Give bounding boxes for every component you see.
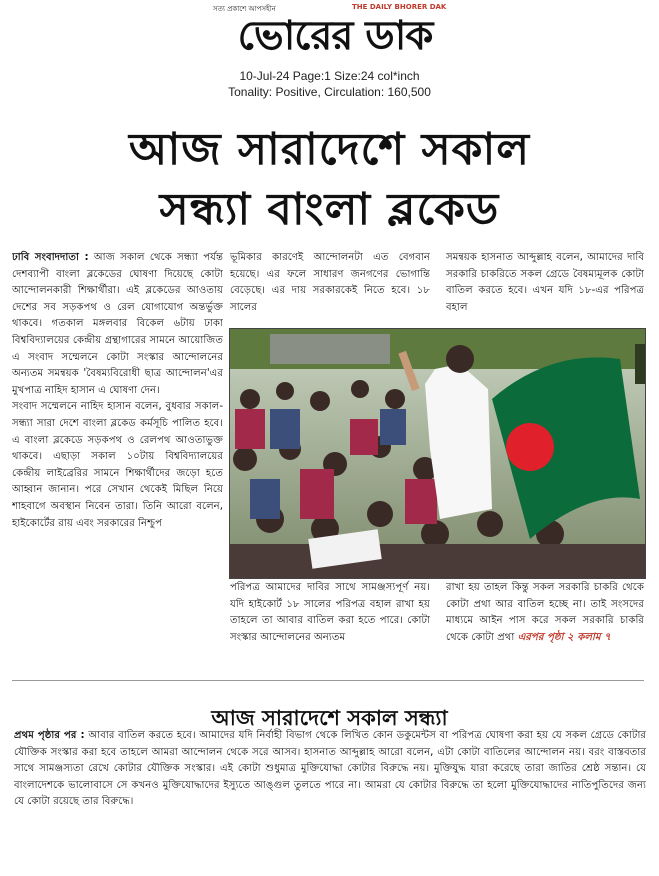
article-column-1 bbox=[12, 250, 223, 670]
continued-jump-line: এরপর পৃষ্ঠা ২ কলাম ৭ bbox=[517, 631, 611, 643]
article-paragraph: পরিপত্র আমাদের দাবির সাথে সামঞ্জস্যপূর্ণ নয়। যদি হাইকোর্ট ১৮ সালের পরিপত্র বহাল রাখা হয় তাহলে তা আবার বাতিল করা হতে পারে। কোটা সংস্কার আন্দোলনের অন্যতম bbox=[230, 582, 430, 643]
article-column-3-bottom bbox=[446, 580, 644, 670]
masthead-tagline: সত্য প্রকাশে আপসহীন bbox=[213, 5, 276, 13]
section-divider bbox=[12, 680, 644, 681]
dateline: ঢাবি সংবাদদাতা : bbox=[12, 252, 89, 263]
article-column-3-top bbox=[446, 250, 644, 322]
continuation-text: আবার বাতিল করতে হবে। আমাদের যদি নির্বাহী বিভাগ থেকে লিখিত কোন ডকুমেন্টস বা পরিপত্র ঘোষণা করা হয় যে সকল গ্রেডে কোটার যৌক্তিক সংস্কার করা হবে তাহলে আমরা আন্দোলন থেকে সরে আসব। হাসনাত আব্দুল্লাহ আরো বলেন, এটা কোটা বাতিলের আন্দোলন নয়। বরং বাস্তবতার সাথে সামঞ্জস্যতা রেখে কোটার যৌক্তিক সংস্কার। এই কোটা শুধুমাত্র মুক্তিযোদ্ধা কোটার বিরুদ্ধে নয়। মুক্তিযুদ্ধ যারা করেছে তারা জাতির শ্রেষ্ঠ সন্তান। যে বাংলাদেশকে ভালোবাসে সে কখনও মুক্তিযোদ্ধাদের ইস্যুতে আঙ্গুল তুলতে পারে না। আমরা যে কোটার বিরুদ্ধে তা হলো মুক্তিযোদ্ধাদের নাতিপুতিদের জন্য যে কোটা রয়েছে তার বিরুদ্ধে। bbox=[14, 730, 646, 808]
continuation-body bbox=[14, 728, 646, 811]
article-paragraph: সংবাদ সম্মেলনে নাহিদ হাসান বলেন, বুধবার সকাল-সন্ধ্যা সারা দেশে বাংলা ব্লকেড কর্মসূচি পালিত হবে। এ বাংলা ব্লকেডে সড়কপথ ও রেলপথ আওতাভুক্ত থাকবে। এছাড়া সকাল ১০টায় বিশ্ববিদ্যালয়ের কেন্দ্রীয় লাইব্রেরির সামনে শিক্ষার্থীদের জড়ো হতে আহ্বান জানান। পরে সেখান থেকেই মিছিল নিয়ে শাহবাগে অবস্থান নিবেন তারা। তিনি আরো বলেন, হাইকোর্টের রায় এবং সরকারের নিশ্চুপ bbox=[12, 401, 223, 529]
article-column-2-top bbox=[230, 250, 430, 322]
protest-photo bbox=[229, 328, 646, 579]
article-paragraph: ভূমিকার কারণেই আন্দোলনটা এত বেগবান হয়েছে। এর ফলে সাধারণ জনগণের ভোগান্তি বেড়েছে। এর দায় সরকারকেই নিতে হবে। ১৮ সালের bbox=[230, 252, 430, 313]
newspaper-masthead: ভোরের ডাক bbox=[237, 11, 433, 59]
masthead-english-name: THE DAILY BHORER DAK bbox=[352, 3, 447, 11]
flag-red-disc bbox=[506, 423, 554, 471]
continuation-heading: আজ সারাদেশে সকাল সন্ধ্যা bbox=[211, 706, 448, 730]
article-paragraph: আজ সকাল থেকে সন্ধ্যা পর্যন্ত দেশব্যাপী বাংলা ব্লকেডের ঘোষণা দিয়েছে কোটা আন্দোলনকারী শিক্ষার্থীরা। এই ব্লকেডের আওতায় দেশের সব সড়কপথ ও রেল যোগাযোগ অন্তর্ভুক্ত থাকবে। গতকাল মঙ্গলবার বিকেল ৬টায় ঢাকা বিশ্ববিদ্যালয়ের কেন্দ্রীয় গ্রন্থাগারের সামনে আয়োজিত এ সংবাদ সম্মেলনে কোটা সংস্কার আন্দোলনের অন্যতম সমন্বয়ক 'বৈষম্যবিরোধী ছাত্র আন্দোলন'এর মুখপাত্র নাহিদ হাসান এ ঘোষণা দেন। bbox=[12, 252, 223, 396]
article-paragraph: রাখা হয় তাহল কিন্তু সকল সরকারি চাকরি থেকে কোটা প্রথা আর বাতিল হচ্ছে না। তাই সংসদের মাধ্যমে আইন পাস করে সকল সরকারি চাকরি থেকে কোটা প্রথা bbox=[446, 582, 644, 643]
clipping-meta-tonality: Tonality: Positive, Circulation: 160,500 bbox=[228, 85, 431, 99]
clipping-meta-date: 10-Jul-24 Page:1 Size:24 col*inch bbox=[239, 69, 420, 83]
article-column-2-bottom bbox=[230, 580, 430, 670]
headline-line-1: আজ সারাদেশে সকাল bbox=[128, 124, 531, 175]
continuation-lead: প্রথম পৃষ্ঠার পর : bbox=[14, 730, 85, 741]
article-paragraph: সমন্বয়ক হাসনাত আব্দুল্লাহ বলেন, আমাদের দাবি সরকারি চাকরিতে সকল গ্রেডে বৈষম্যমূলক কোটা বাতিল করতে হবে। এখন যদি ১৮-এর পরিপত্র বহাল bbox=[446, 252, 644, 313]
headline-line-2: সন্ধ্যা বাংলা ব্লকেড bbox=[159, 184, 500, 235]
